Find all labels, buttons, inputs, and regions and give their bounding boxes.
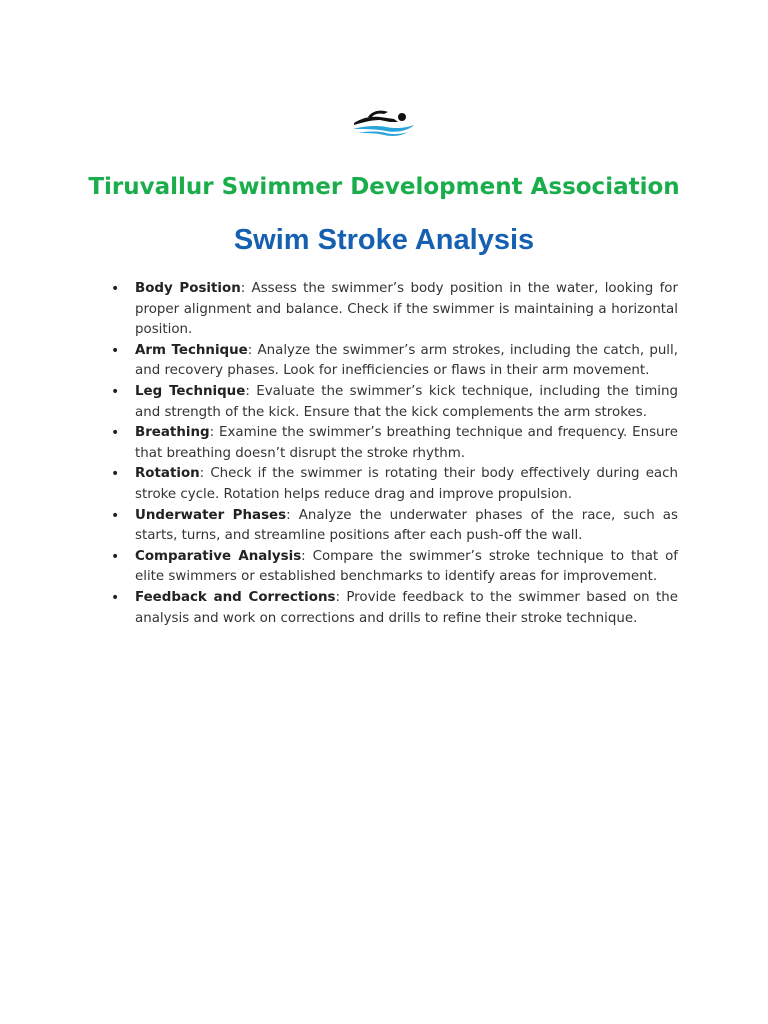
item-text: : Analyze the underwater phases of the race, such as starts, turns, and streamline positions after each push-off the wall.	[135, 507, 678, 544]
list-item	[108, 547, 678, 588]
item-term: Body Position	[135, 281, 241, 296]
list-item	[108, 341, 678, 382]
item-term: Arm Technique	[135, 342, 248, 358]
list-item	[108, 382, 678, 423]
list-item	[108, 588, 678, 629]
swimmer-logo-icon	[350, 104, 418, 140]
bullet-icon: •	[111, 281, 120, 297]
bullet-icon: •	[111, 589, 120, 606]
organization-name: Tiruvallur Swimmer Development Association	[88, 174, 680, 200]
item-text: : Assess the swimmer’s body position in the water, looking for proper alignment and balance. Check if the swimmer is maintaining a horizontal position.	[135, 281, 678, 338]
bullet-icon: •	[111, 342, 120, 359]
page-title: Swim Stroke Analysis	[233, 224, 535, 256]
item-term: Underwater Phases	[135, 507, 287, 523]
analysis-list	[108, 279, 678, 629]
item-text: : Evaluate the swimmer’s kick technique, including the timing and strength of the kick. Ensure that the kick complements the arm strokes.	[135, 383, 679, 420]
item-term: Feedback and Corrections	[135, 589, 336, 605]
bullet-icon: •	[111, 466, 120, 483]
item-term: Leg Technique	[135, 383, 246, 399]
item-text: : Examine the swimmer’s breathing technique and frequency. Ensure that breathing doesn’t disrupt the stroke rhythm.	[135, 425, 678, 461]
item-term: Comparative Analysis	[135, 548, 302, 564]
item-term: Breathing	[135, 425, 210, 441]
item-term: Rotation	[135, 466, 200, 482]
list-item	[108, 464, 678, 505]
list-item	[108, 506, 678, 547]
item-text: : Check if the swimmer is rotating their body effectively during each stroke cycle. Rotation helps reduce drag and improve propulsion.	[135, 466, 678, 502]
list-item	[108, 279, 678, 341]
item-text: : Compare the swimmer’s stroke technique to that of elite swimmers or established benchmarks to identify areas for improvement.	[135, 548, 678, 585]
item-text: : Provide feedback to the swimmer based on the analysis and work on corrections and drills to refine their stroke technique.	[135, 589, 678, 626]
bullet-icon: •	[111, 548, 120, 565]
bullet-icon: •	[111, 507, 120, 524]
item-text: : Analyze the swimmer’s arm strokes, including the catch, pull, and recovery phases. Look for inefficiencies or flaws in their arm movement.	[135, 342, 678, 379]
bullet-icon: •	[111, 425, 120, 442]
bullet-icon: •	[111, 383, 120, 400]
list-item	[108, 423, 678, 464]
